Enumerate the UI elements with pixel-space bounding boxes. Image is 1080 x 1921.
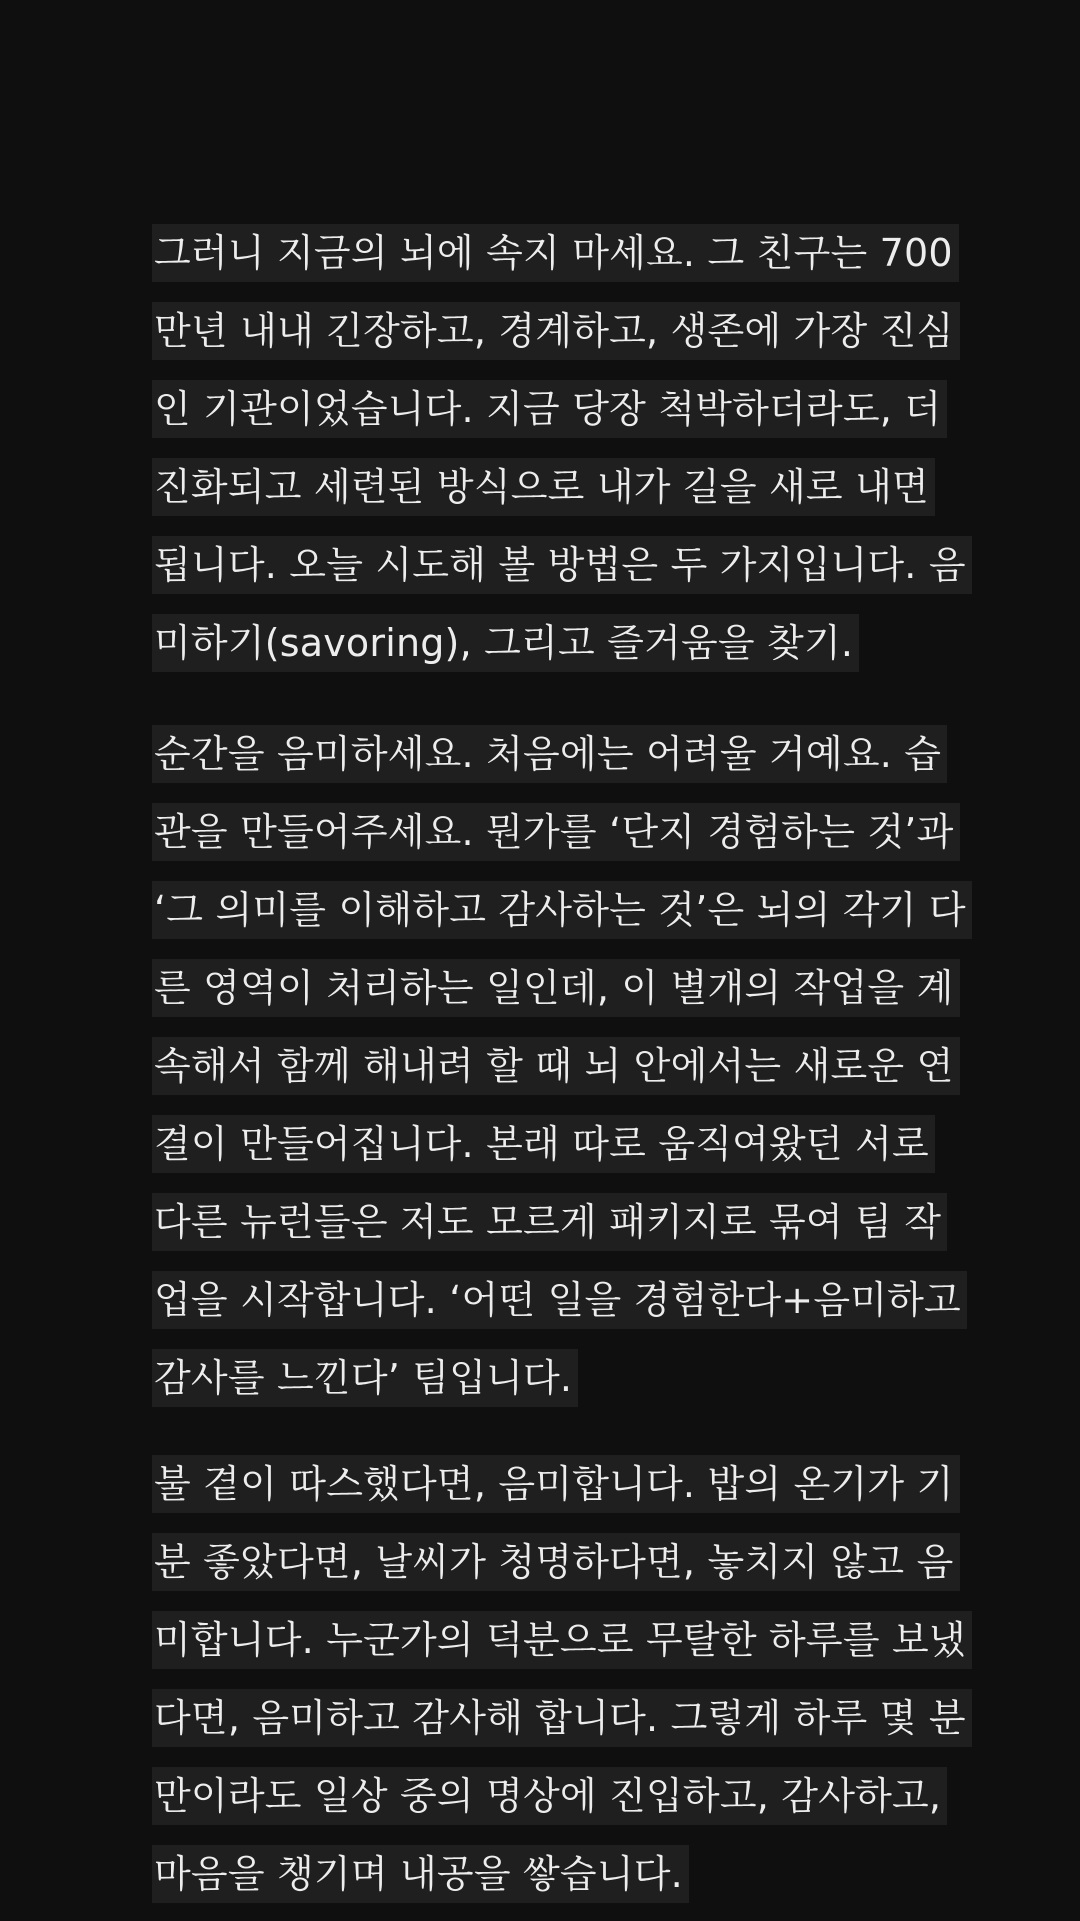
text-line: 분 좋았다면, 날씨가 청명하다면, 놓치지 않고 음 <box>152 1531 932 1609</box>
text-line: 른 영역이 처리하는 일인데, 이 별개의 작업을 계 <box>152 957 932 1035</box>
text-line: 미하기(savoring), 그리고 즐거움을 찾기. <box>152 612 932 690</box>
text-line: 미합니다. 누군가의 덕분으로 무탈한 하루를 보냈 <box>152 1609 932 1687</box>
text-line: 다른 뉴런들은 저도 모르게 패키지로 묶여 팀 작 <box>152 1191 932 1269</box>
text-line: 순간을 음미하세요. 처음에는 어려울 거예요. 습 <box>152 723 932 801</box>
text-line: 만이라도 일상 중의 명상에 진입하고, 감사하고, <box>152 1765 932 1843</box>
text-line: ‘그 의미를 이해하고 감사하는 것’은 뇌의 각기 다 <box>152 879 932 957</box>
text-line: 감사를 느낀다’ 팀입니다. <box>152 1347 932 1425</box>
text-line: 다면, 음미하고 감사해 합니다. 그렇게 하루 몇 분 <box>152 1687 932 1765</box>
paragraph-1 <box>152 222 966 690</box>
text-line: 진화되고 세련된 방식으로 내가 길을 새로 내면 <box>152 456 932 534</box>
text-line: 됩니다. 오늘 시도해 볼 방법은 두 가지입니다. 음 <box>152 534 932 612</box>
text-line: 관을 만들어주세요. 뭔가를 ‘단지 경험하는 것’과 <box>152 801 932 879</box>
text-line: 마음을 챙기며 내공을 쌓습니다. <box>152 1843 932 1921</box>
text-line: 불 곁이 따스했다면, 음미합니다. 밥의 온기가 기 <box>152 1453 932 1531</box>
text-line: 만년 내내 긴장하고, 경계하고, 생존에 가장 진심 <box>152 300 932 378</box>
paragraph-3 <box>152 1453 966 1921</box>
text-line: 결이 만들어집니다. 본래 따로 움직여왔던 서로 <box>152 1113 932 1191</box>
text-line: 인 기관이었습니다. 지금 당장 척박하더라도, 더 <box>152 378 932 456</box>
text-line: 그러니 지금의 뇌에 속지 마세요. 그 친구는 700 <box>152 222 932 300</box>
text-line: 속해서 함께 해내려 할 때 뇌 안에서는 새로운 연 <box>152 1035 932 1113</box>
text-line: 업을 시작합니다. ‘어떤 일을 경험한다+음미하고 <box>152 1269 932 1347</box>
paragraph-2 <box>152 723 966 1425</box>
